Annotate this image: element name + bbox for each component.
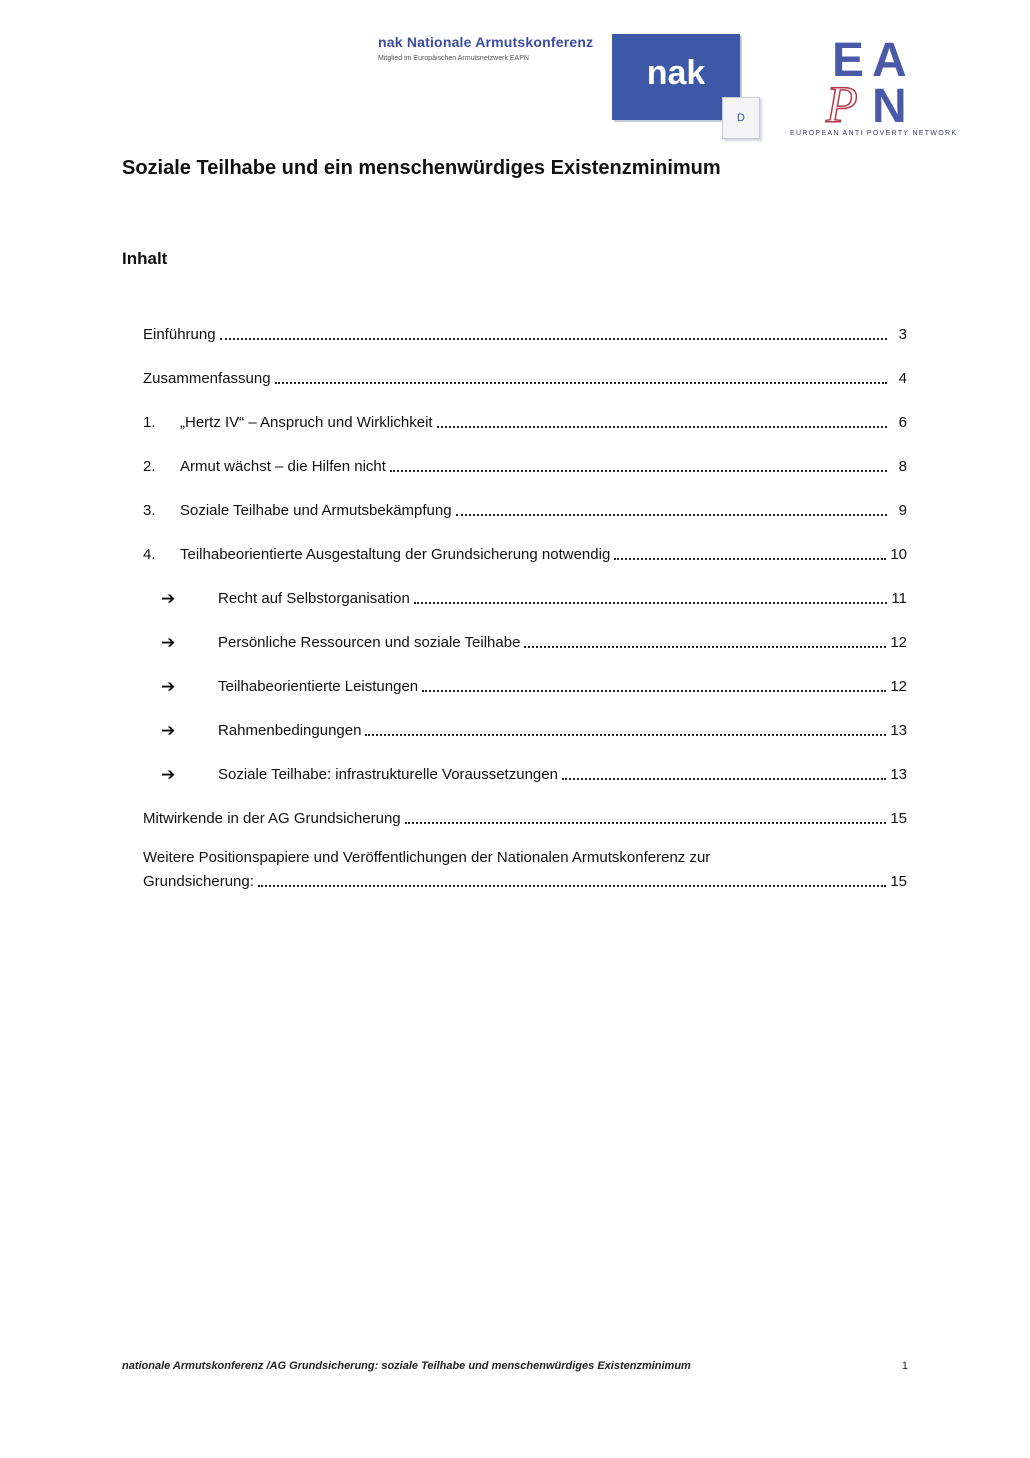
- eapn-letter-n: N: [872, 80, 907, 133]
- toc-entry-label: Teilhabeorientierte Leistungen: [218, 678, 419, 695]
- toc-entry-page: 4: [898, 370, 907, 387]
- arrow-right-icon: ➔: [161, 677, 176, 696]
- toc-entry[interactable]: [143, 716, 907, 740]
- toc-entry-label: Recht auf Selbstorganisation: [218, 590, 410, 607]
- toc-entry-page: 8: [898, 458, 907, 475]
- toc-entry-page: 11: [891, 590, 907, 607]
- footer-page-number: 1: [901, 1360, 908, 1372]
- toc-entry-page: 13: [890, 722, 907, 739]
- eapn-caption: EUROPEAN ANTI POVERTY NETWORK: [790, 130, 958, 137]
- toc-entry-page: 12: [890, 634, 907, 651]
- toc-entry-label-line1: Weitere Positionspapiere und Veröffentlichungen der Nationalen Armutskonferenz zur: [143, 849, 711, 866]
- arrow-right-icon: ➔: [161, 765, 176, 784]
- arrow-right-icon: ➔: [161, 633, 176, 652]
- toc-entry-label: „Hertz IV“ – Anspruch und Wirklichkeit: [180, 414, 433, 431]
- toc-entry[interactable]: [143, 804, 907, 828]
- toc-entry-label: Soziale Teilhabe und Armutsbekämpfung: [180, 502, 452, 519]
- toc-entry[interactable]: [143, 846, 907, 894]
- toc-entry-number: 2.: [143, 458, 156, 475]
- toc-dot-leader: [414, 602, 887, 604]
- toc-dot-leader: [405, 822, 887, 824]
- arrow-right-icon: ➔: [161, 721, 176, 740]
- toc-entry-label: Einführung: [143, 326, 216, 343]
- toc-dot-leader: [220, 338, 887, 340]
- toc-entry-label: Soziale Teilhabe: infrastrukturelle Voraussetzungen: [218, 766, 558, 783]
- toc-dot-leader: [524, 646, 886, 648]
- toc-entry-page: 15: [890, 873, 907, 890]
- arrow-right-icon: ➔: [161, 589, 176, 608]
- toc-entry-label-line2: Grundsicherung:: [143, 873, 254, 890]
- toc-entry-page: 10: [890, 546, 907, 563]
- nak-logo: [612, 34, 740, 120]
- toc-dot-leader: [614, 558, 886, 560]
- toc-entry-number: 3.: [143, 502, 156, 519]
- toc-dot-leader: [258, 885, 886, 887]
- footer-text: nationale Armutskonferenz /AG Grundsicherung: soziale Teilhabe und menschenwürdiges Existenzminimum: [122, 1360, 691, 1372]
- document-title: Soziale Teilhabe und ein menschenwürdiges Existenzminimum: [122, 157, 721, 179]
- toc-entry-number: 1.: [143, 414, 156, 431]
- eapn-letter-p: P: [826, 77, 858, 134]
- toc-dot-leader: [275, 382, 887, 384]
- nak-subtitle: Mitglied im Europäischen Armutsnetzwerk EAPN: [378, 55, 529, 62]
- toc-heading: Inhalt: [122, 249, 168, 268]
- toc-entry-label: Mitwirkende in der AG Grundsicherung: [143, 810, 401, 827]
- toc-entry-page: 6: [898, 414, 907, 431]
- toc-entry-label: Armut wächst – die Hilfen nicht: [180, 458, 386, 475]
- nak-logo-badge: D: [722, 97, 760, 139]
- nak-logo-text: nak: [646, 53, 706, 92]
- toc-entry-page: 12: [890, 678, 907, 695]
- toc-entry-label: Rahmenbedingungen: [218, 722, 362, 739]
- toc-entry[interactable]: [143, 496, 907, 520]
- toc-entry[interactable]: [143, 452, 907, 476]
- page-footer: [122, 1360, 908, 1372]
- eapn-letter-e: E: [832, 34, 865, 87]
- toc-entry-page: 9: [898, 502, 907, 519]
- eapn-letter-a: A: [872, 34, 907, 87]
- nak-header-text: [378, 34, 593, 62]
- toc-entry[interactable]: [143, 408, 907, 432]
- toc-dot-leader: [562, 778, 886, 780]
- toc-dot-leader: [456, 514, 887, 516]
- toc-dot-leader: [390, 470, 887, 472]
- toc-entry-number: 4.: [143, 546, 156, 563]
- toc-entry[interactable]: [143, 364, 907, 388]
- toc-entry[interactable]: [143, 672, 907, 696]
- toc-entry-page: 3: [898, 326, 907, 343]
- toc-entry[interactable]: [143, 628, 907, 652]
- toc-entry[interactable]: [143, 584, 907, 608]
- toc-entry[interactable]: [143, 320, 907, 344]
- toc-entry-label: Zusammenfassung: [143, 370, 271, 387]
- toc-entry-page: 13: [890, 766, 907, 783]
- toc-entry-label: Teilhabeorientierte Ausgestaltung der Grundsicherung notwendig: [180, 546, 611, 563]
- toc-dot-leader: [365, 734, 886, 736]
- nak-title: nak Nationale Armutskonferenz: [378, 34, 594, 50]
- toc-entry-label: Persönliche Ressourcen und soziale Teilhabe: [218, 634, 521, 651]
- toc-dot-leader: [437, 426, 887, 428]
- toc-entry[interactable]: [143, 540, 907, 564]
- toc-entry-page: 15: [890, 810, 907, 827]
- toc-dot-leader: [422, 690, 886, 692]
- toc-entry[interactable]: [143, 760, 907, 784]
